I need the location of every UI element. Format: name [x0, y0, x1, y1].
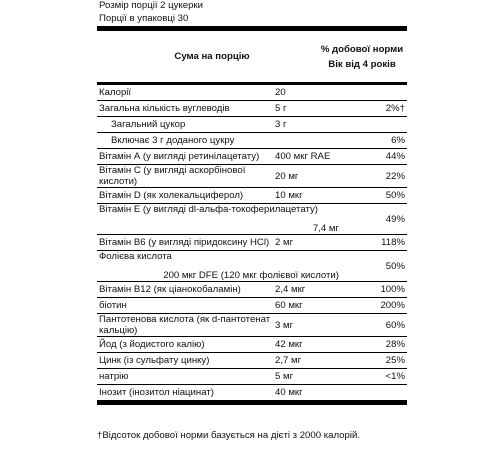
- nutrient-amount: 60 мкг: [275, 300, 303, 312]
- nutrient-row-vitamin-a: [97, 149, 407, 165]
- nutrient-row-vitamin-e: [97, 204, 407, 235]
- nutrient-amount: 5 г: [275, 102, 287, 114]
- footnote: †Відсоток добової норми базується на дієті з 2000 калорій.: [97, 430, 360, 441]
- nutrient-amount: 5 мг: [275, 371, 294, 383]
- nutrient-amount: 7,4 мг: [312, 223, 339, 235]
- nutrient-row-pantothenic-acid: [97, 314, 407, 337]
- column-header: [97, 31, 407, 85]
- nutrient-dv: 28%: [385, 339, 405, 351]
- amount-per-serving-header: Сума на порцію: [174, 50, 250, 62]
- nutrient-row-added-sugar: [97, 133, 407, 149]
- nutrient-dv: 2%†: [385, 102, 405, 114]
- nutrient-name: Включає 3 г доданого цукру: [111, 134, 235, 146]
- nutrient-row-vitamin-d: [97, 188, 407, 204]
- nutrient-row-inositol: [97, 385, 407, 405]
- daily-value-header: % добової норми Вік від 4 років: [320, 43, 404, 70]
- nutrient-row-calories: [97, 85, 407, 101]
- nutrient-row-sodium: [97, 369, 407, 385]
- nutrient-row-vitamin-b6: [97, 235, 407, 251]
- nutrient-row-biotin: [97, 298, 407, 314]
- nutrient-dv: 22%: [385, 170, 405, 182]
- nutrient-dv: 25%: [385, 355, 405, 367]
- nutrient-amount: 2 мг: [275, 237, 294, 249]
- nutrient-name: Пантотенова кислота (як d-пантотенат кальцію): [99, 314, 271, 337]
- nutrient-amount: 40 мкг: [275, 387, 303, 399]
- nutrient-dv: 6%: [391, 134, 405, 146]
- nutrient-amount: 10 мкг: [275, 190, 303, 202]
- nutrient-name: Вітамін D (як холекальциферол): [99, 190, 244, 202]
- nutrient-amount: 200 мкг DFE (120 мкг фолієвої кислоти): [163, 270, 339, 282]
- nutrient-dv: 200%: [380, 300, 405, 312]
- nutrient-row-zinc: [97, 353, 407, 369]
- nutrient-amount: 20 мг: [275, 170, 299, 182]
- nutrient-name: біотин: [99, 300, 127, 312]
- nutrient-row-total-sugar: [97, 117, 407, 133]
- nutrient-row-vitamin-b12: [97, 282, 407, 298]
- nutrient-name: Загальна кількість вуглеводів: [99, 102, 230, 114]
- nutrient-name: Вітамін B12 (як ціанокобаламін): [99, 284, 241, 296]
- nutrient-row-vitamin-c: [97, 165, 407, 188]
- nutrient-name: Фолієва кислота: [99, 251, 172, 263]
- nutrient-name: Інозит (інозитол ніацинат): [99, 387, 214, 399]
- nutrient-dv: 44%: [385, 150, 405, 162]
- nutrient-dv: 60%: [385, 319, 405, 331]
- nutrient-dv: 50%: [385, 190, 405, 202]
- nutrient-name: Вітамін А (у вигляді ретинілацетату): [99, 150, 260, 162]
- nutrient-name: Вітамін E (у вигляді dl-альфа-токоферилацетату): [99, 204, 318, 216]
- nutrient-amount: 3 г: [275, 118, 287, 130]
- nutrient-name: Вітамін В6 (у вигляді піридоксину HCl): [99, 237, 270, 249]
- nutrient-dv: 50%: [385, 260, 405, 272]
- servings-per-container: Порції в упаковці 30: [99, 13, 189, 24]
- supplement-facts-panel: [97, 0, 407, 405]
- nutrient-name: Йод (з йодистого калію): [99, 339, 205, 351]
- nutrient-name: Загальний цукор: [111, 118, 186, 130]
- serving-size: Розмір порції 2 цукерки: [99, 0, 203, 11]
- nutrient-name: натрію: [99, 371, 129, 383]
- nutrient-row-folic-acid: [97, 251, 407, 282]
- nutrient-amount: 400 мкг RAE: [275, 150, 331, 162]
- nutrient-row-iodine: [97, 337, 407, 353]
- nutrient-amount: 2,7 мг: [275, 355, 302, 367]
- nutrient-amount: 2,4 мкг: [275, 284, 306, 296]
- nutrient-dv: <1%: [385, 371, 405, 383]
- nutrient-name: Цинк (із сульфату цинку): [99, 355, 210, 367]
- nutrient-dv: 118%: [381, 237, 405, 249]
- nutrient-name: Вітамін С (у вигляді аскорбінової кислоти): [99, 165, 246, 188]
- nutrient-dv: 100%: [380, 284, 405, 296]
- nutrient-dv: 49%: [385, 213, 405, 225]
- nutrient-row-carbs: [97, 101, 407, 117]
- nutrient-amount: 42 мкг: [275, 339, 303, 351]
- nutrient-amount: 20: [275, 86, 286, 98]
- nutrient-name: Калорії: [99, 86, 132, 98]
- nutrient-amount: 3 мг: [275, 319, 294, 331]
